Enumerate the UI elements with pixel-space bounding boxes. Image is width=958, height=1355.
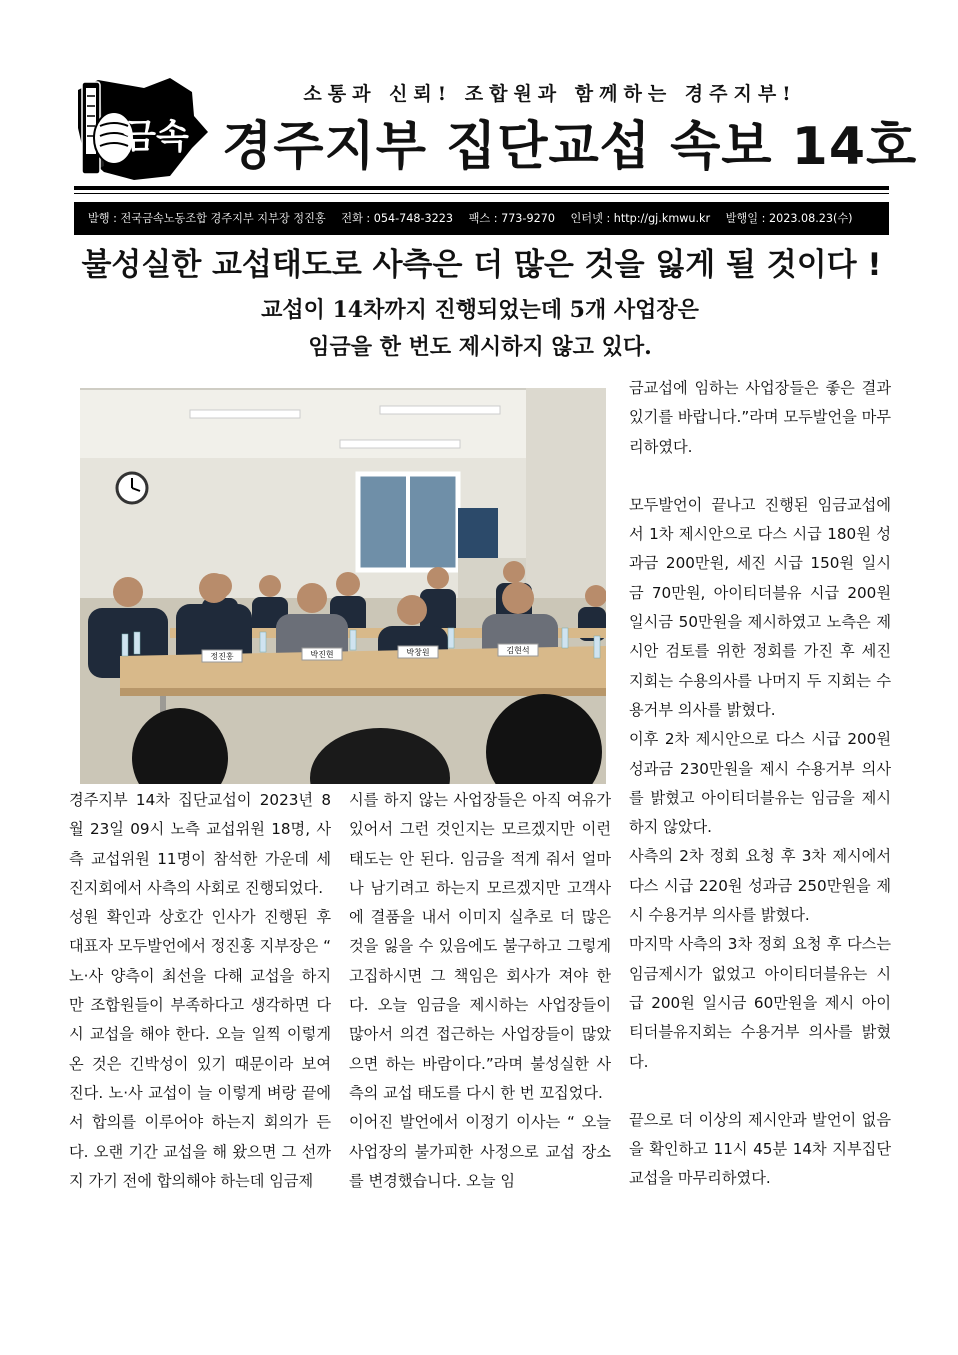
phone-info: 전화 : 054-748-3223 [341,212,454,225]
name-tag-1: 정진홍 [210,652,234,661]
article-column-middle [349,786,611,1196]
article-column-right [629,374,891,1194]
publish-date: 발행일 : 2023.08.23(수) [725,212,853,225]
fax-info: 팩스 : 773-9270 [468,212,555,225]
article-paragraph: 모두발언이 끝나고 진행된 임금교섭에서 1차 제시안으로 다스 시급 180원 성과금 200만원, 세진 시급 150원 일시금 70만원, 아이티더블유 시급 200원 일시금 50만원을 제시하였고 노측은 제시안 검토를 위한 정회를 가진 후 세진지회는 수용의사를 나머지 두 지회는 수용거부 의사를 밝혔다. [629,495,891,719]
article-paragraph: 금교섭에 임하는 사업장들은 좋은 결과 있기를 바랍니다.”라며 모두발언을 마무리하였다. [629,379,891,456]
article-paragraph: 사측의 2차 정회 요청 후 3차 제시에서 다스 시급 220원 성과금 250만원을 제시 수용거부 의사를 밝혔다. [629,847,891,925]
meeting-photo [80,388,606,784]
article-paragraph: 이후 2차 제시안으로 다스 시급 200원 성과금 230만원을 제시 수용거부 의사를 밝혔고 아이티더블유는 임금을 제시하지 않았다. [629,730,891,837]
header-rule-thin [74,193,889,194]
article-paragraph: 성원 확인과 상호간 인사가 진행된 후 대표자 모두발언에서 정진홍 지부장은 “ 노·사 양측이 최선을 다해 교섭을 하지만 조합원들이 부족하다고 생각하면 다시 교섭을 해야 한다. 오늘 일찍 이렇게 온 것은 긴박성이 있기 때문이라 보여 진다. 노·사 교섭이 늘 이렇게 벼랑 끝에서 합의를 이루어야 하는지 회의가 든다. 오랜 기간 교섭을 해 왔으면 그 선까지 가기 전에 합의해야 하는데 임금제 [69,908,331,1190]
article-paragraph: 시를 하지 않는 사업장들은 아직 여유가 있어서 그런 것인지는 모르겠지만 이런 태도는 안 된다. 임금을 적게 줘서 얼마나 남기려고 하는지 모르겠지만 고객사에 결품을 내서 이미지 실추로 더 많은 것을 잃을 수 있음에도 불구하고 그렇게 고집하시면 그 책임은 회사가 져야 한다. 오늘 임금을 제시하는 사업장들이 많아서 의견 접근하는 사업장들이 많았으면 하는 바람이다.”라며 불성실한 사측의 교섭 태도를 다시 한 번 꼬집었다. [349,791,611,1102]
header-rule [74,186,889,190]
main-headline: 불성실한 교섭태도로 사측은 더 많은 것을 잃게 될 것이다 ! [81,247,882,283]
article-paragraph: 경주지부 14차 집단교섭이 2023년 8월 23일 09시 노측 교섭위원 18명, 사측 교섭위원 11명이 참석한 가운데 세진지회에서 사측의 사회로 진행되었다. [69,791,331,897]
article-column-left [69,786,331,1196]
article-paragraph: 끝으로 더 이상의 제시안과 발언이 없음을 확인하고 11시 45분 14차 지부집단교섭을 마무리하였다. [629,1110,891,1188]
website-link[interactable]: 인터넷 : http://gj.kmwu.kr [570,212,711,225]
name-tag-4: 김현석 [506,646,530,655]
name-tag-2: 박진현 [310,650,334,659]
article-paragraph: 마지막 사측의 3차 정회 요청 후 다스는 임금제시가 없었고 아이티더블유는 시급 200원 일시금 60만원을 제시 아이티더블유지회는 수용거부 의사를 밝혔다. [629,935,891,1071]
sub-headline-line-1: 교섭이 14차까지 진행되었는데 5개 사업장은 [261,297,699,323]
publisher-info: 발행 : 전국금속노동조합 경주지부 지부장 정진홍 [88,212,326,225]
publication-info-bar [74,202,889,235]
logo-text: 금속 [123,117,189,157]
name-tag-3: 박창원 [406,648,430,657]
sub-headline-line-2: 임금을 한 번도 제시하지 않고 있다. [308,334,652,360]
sub-headline [160,292,800,366]
newsletter-title: 경주지부 집단교섭 속보 14호 [222,117,918,177]
slogan: 소통과 신뢰! 조합원과 함께하는 경주지부! [303,83,797,105]
union-logo [74,76,210,184]
article-paragraph: 이어진 발언에서 이정기 이사는 “ 오늘 사업장의 불가피한 사정으로 교섭 장소를 변경했습니다. 오늘 임 [349,1113,611,1190]
